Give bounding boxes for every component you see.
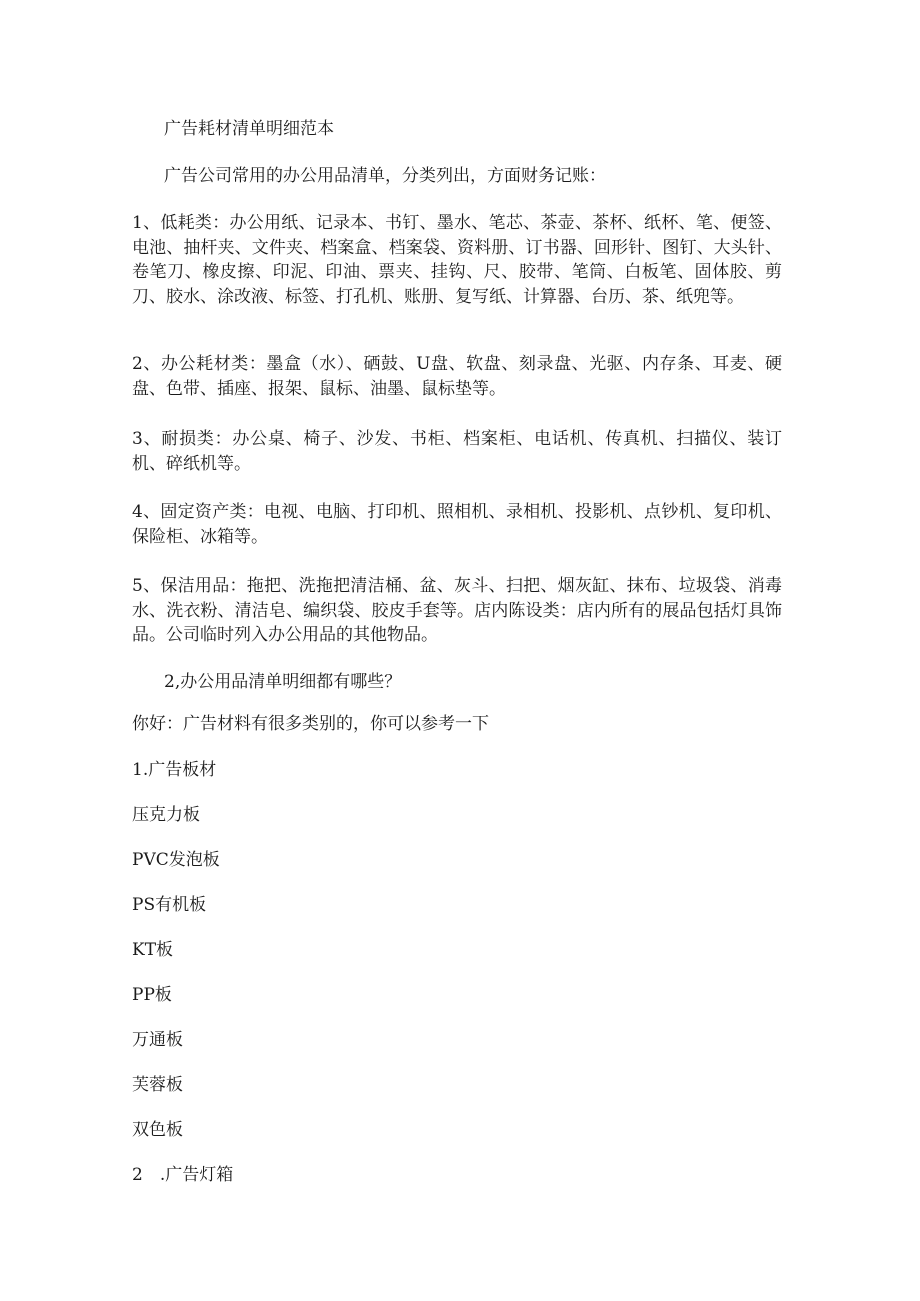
category-office-consumables: 2、办公耗材类：墨盒（水）、硒鼓、U盘、软盘、刻录盘、光驱、内存条、耳麦、硬盘、色带、插座、报架、鼠标、油墨、鼠标垫等。 (132, 354, 782, 399)
board-item: 双色板 (132, 1120, 183, 1140)
question-heading: 2,办公用品清单明细都有哪些？ (164, 672, 402, 692)
board-item: 压克力板 (132, 805, 200, 825)
category-durable-goods: 3、耐损类：办公桌、椅子、沙发、书柜、档案柜、电话机、传真机、扫描仪、装订机、碎纸机等。 (132, 429, 782, 474)
category-fixed-assets: 4、固定资产类：电视、电脑、打印机、照相机、录相机、投影机、点钞机、复印机、保险柜、冰箱等。 (132, 502, 782, 547)
board-item: PVC发泡板 (132, 850, 220, 870)
answer-intro: 你好：广告材料有很多类别的，你可以参考一下 (132, 714, 489, 734)
board-item: PP板 (132, 985, 172, 1005)
document-title: 广告耗材清单明细范本 (164, 119, 334, 139)
board-item: 万通板 (132, 1030, 183, 1050)
intro-paragraph: 广告公司常用的办公用品清单，分类列出，方面财务记账： (164, 166, 606, 186)
section-heading-boards: 1.广告板材 (132, 760, 217, 780)
board-item: 芙蓉板 (132, 1075, 183, 1095)
board-item: KT板 (132, 940, 174, 960)
board-item: PS有机板 (132, 895, 207, 915)
category-low-consumption: 1、低耗类：办公用纸、记录本、书钉、墨水、笔芯、茶壶、茶杯、纸杯、笔、便签、电池、抽杆夹、文件夹、档案盒、档案袋、资料册、订书器、回形针、图钉、大头针、卷笔刀、橡皮擦、印泥、印油、票夹、挂钩、尺、胶带、笔筒、白板笔、固体胶、剪刀、胶水、涂改液、标签、打孔机、账册、复写纸、计算器、台历、茶、纸兜等。 (132, 213, 782, 307)
section-heading-lightbox: 2 .广告灯箱 (132, 1165, 234, 1185)
category-cleaning-supplies: 5、保洁用品：拖把、洗拖把清洁桶、盆、灰斗、扫把、烟灰缸、抹布、垃圾袋、消毒水、洗衣粉、清洁皂、编织袋、胶皮手套等。店内陈设类：店内所有的展品包括灯具饰品。公司临时列入办公用品的其他物品。 (132, 576, 782, 645)
